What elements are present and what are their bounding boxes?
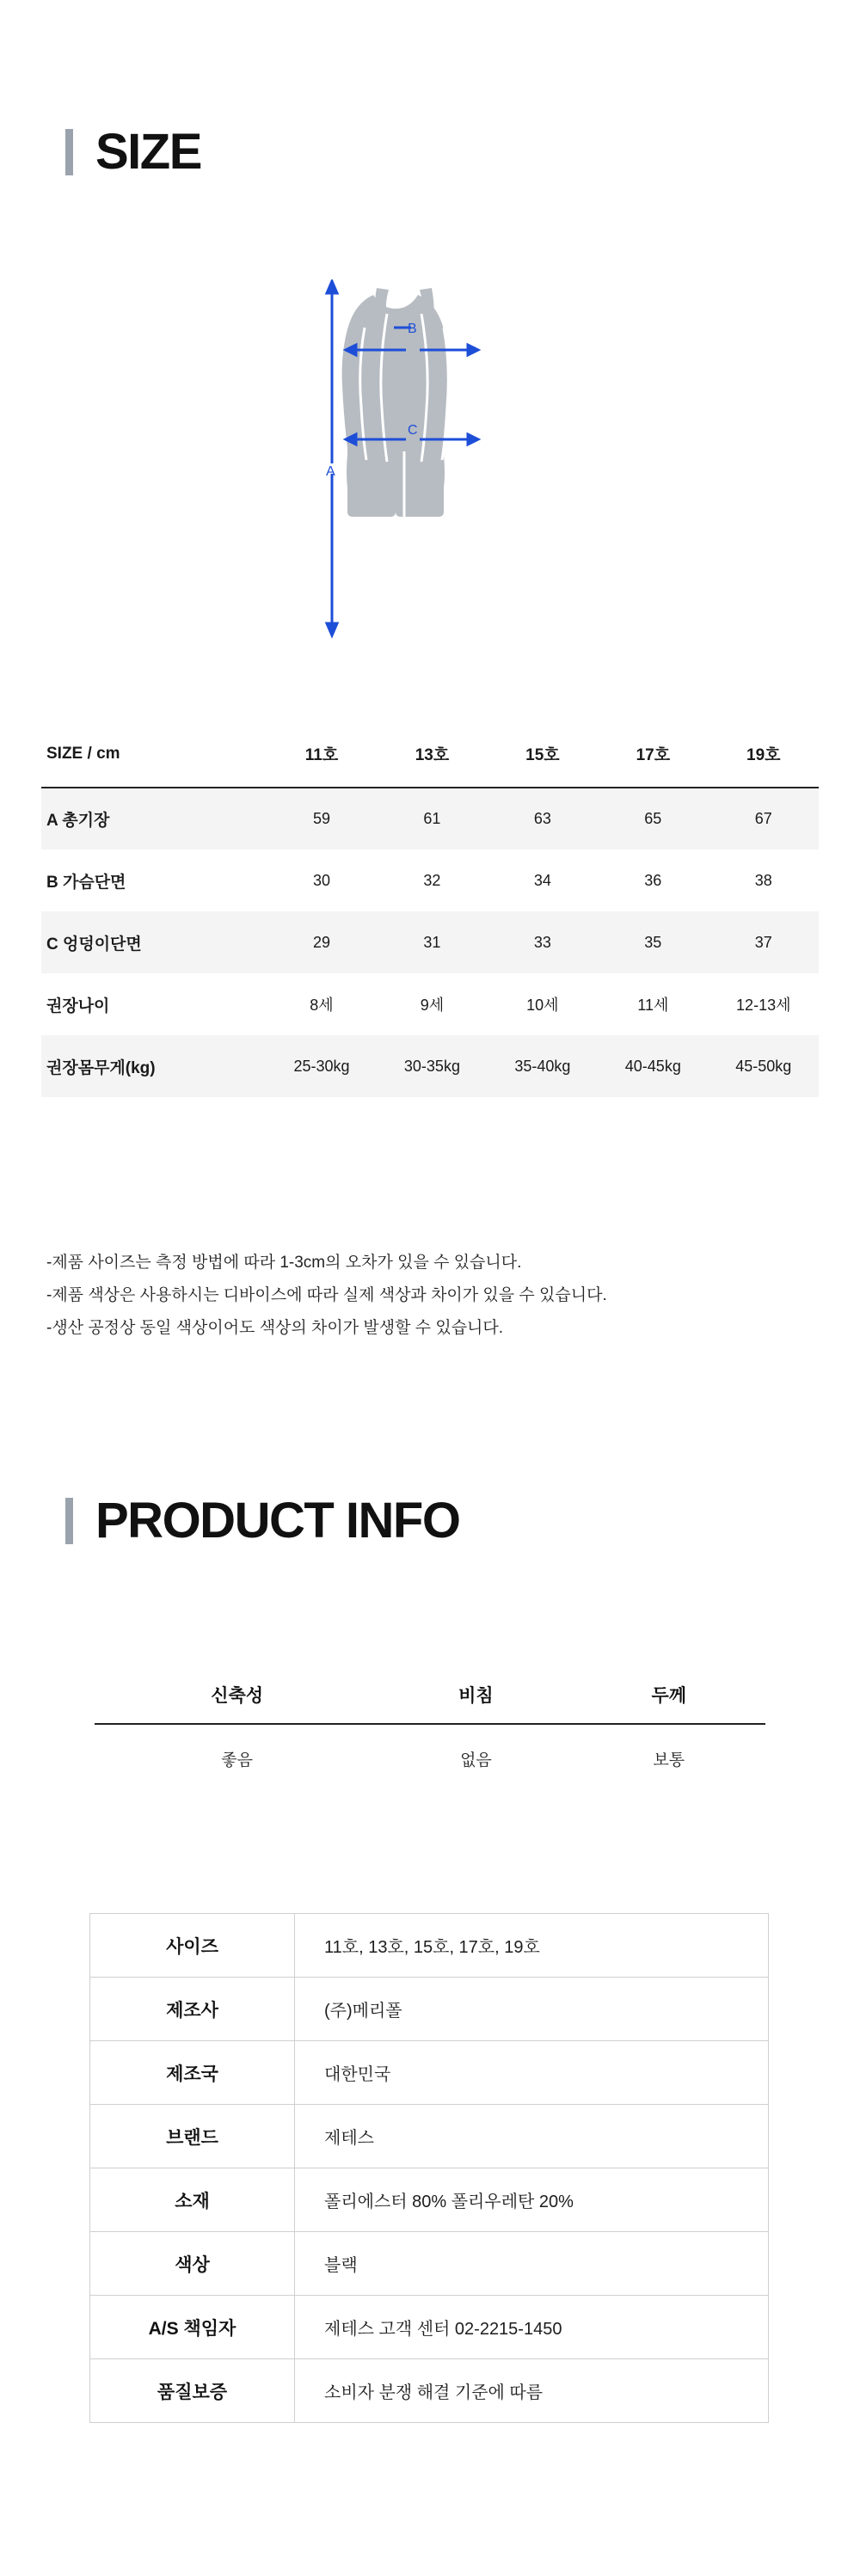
table-row — [41, 849, 819, 911]
table-row — [90, 2168, 769, 2232]
size-row-label: A 총기장 — [46, 812, 110, 830]
spec-value: 제테스 — [295, 2105, 769, 2168]
size-cell: 34 — [533, 871, 551, 889]
spec-key: 브랜드 — [90, 2105, 295, 2168]
note-line: -생산 공정상 동일 색상이어도 색상의 차이가 발생할 수 있습니다. — [46, 1319, 504, 1337]
spec-key: 색상 — [90, 2232, 295, 2296]
heading-accent-bar — [65, 129, 73, 175]
spec-value: 소비자 분쟁 해결 기준에 따름 — [295, 2359, 769, 2423]
product-spec-chart — [89, 1913, 769, 2423]
size-cell: 37 — [754, 933, 772, 951]
table-row — [41, 911, 819, 973]
disclaimer-notes — [46, 1247, 820, 1345]
spec-table — [89, 1913, 769, 2423]
spec-key: 제조국 — [90, 2041, 295, 2105]
garment-measurement-figure — [0, 279, 860, 658]
table-row — [41, 1035, 819, 1097]
size-col-header-5: 19호 — [746, 746, 781, 764]
size-cell: 67 — [754, 810, 772, 827]
table-row — [90, 2105, 769, 2168]
table-row — [90, 2041, 769, 2105]
size-section-heading — [65, 124, 201, 180]
property-value-sheerness: 없음 — [460, 1751, 492, 1769]
table-row — [41, 973, 819, 1035]
note-line: -제품 사이즈는 측정 방법에 따라 1-3cm의 오차가 있을 수 있습니다. — [46, 1254, 522, 1272]
measure-label-c: C — [408, 423, 418, 438]
spec-value: 블랙 — [295, 2232, 769, 2296]
size-cell: 65 — [644, 810, 662, 827]
size-cell: 30 — [312, 871, 331, 889]
property-header-sheerness: 비침 — [458, 1686, 494, 1706]
spec-value: 제테스 고객 센터 02-2215-1450 — [295, 2296, 769, 2359]
note-line: -제품 색상은 사용하시는 디바이스에 따라 실제 색상과 차이가 있을 수 있습니다. — [46, 1286, 607, 1304]
table-row — [90, 1914, 769, 1978]
size-cell: 11세 — [637, 997, 669, 1014]
size-cell: 32 — [423, 871, 441, 889]
size-row-label: 권장나이 — [46, 997, 110, 1015]
size-cell: 35 — [644, 933, 662, 951]
product-info-title: PRODUCT INFO — [95, 1493, 460, 1549]
size-col-header-4: 17호 — [636, 746, 671, 764]
size-cell: 12-13세 — [736, 997, 791, 1014]
measure-label-b: B — [408, 322, 417, 336]
property-value-stretch: 좋음 — [221, 1751, 253, 1769]
size-cell: 31 — [423, 933, 441, 951]
size-cell: 29 — [312, 933, 331, 951]
size-col-header-3: 15호 — [525, 746, 560, 764]
size-cell: 38 — [754, 871, 772, 889]
table-row — [90, 2232, 769, 2296]
size-col-header-2: 13호 — [415, 746, 450, 764]
size-cell: 9세 — [420, 997, 445, 1014]
size-row-label: 권장몸무게(kg) — [46, 1058, 156, 1077]
size-cell: 45-50kg — [735, 1057, 792, 1075]
size-row-label: C 엉덩이단면 — [46, 935, 142, 954]
size-table — [41, 721, 819, 1097]
size-cell: 36 — [644, 871, 662, 889]
product-info-section-heading — [65, 1493, 460, 1549]
table-header-row — [95, 1681, 765, 1724]
size-col-header-1: 11호 — [304, 746, 339, 764]
spec-value: 11호, 13호, 15호, 17호, 19호 — [295, 1914, 769, 1978]
heading-accent-bar — [65, 1498, 73, 1544]
size-row-label: B 가슴단면 — [46, 873, 126, 892]
size-cell: 30-35kg — [403, 1057, 460, 1075]
property-value-thickness: 보통 — [653, 1751, 685, 1769]
spec-key: 품질보증 — [90, 2359, 295, 2423]
spec-value: (주)메리폴 — [295, 1978, 769, 2041]
size-cell: 40-45kg — [624, 1057, 681, 1075]
spec-key: A/S 책임자 — [90, 2296, 295, 2359]
spec-key: 소재 — [90, 2168, 295, 2232]
table-row — [95, 1724, 765, 1771]
spec-key: 사이즈 — [90, 1914, 295, 1978]
size-cell: 8세 — [310, 997, 334, 1014]
fabric-property-chart — [95, 1681, 765, 1771]
table-row — [41, 788, 819, 849]
size-cell: 35-40kg — [514, 1057, 571, 1075]
property-header-stretch: 신축성 — [211, 1686, 264, 1706]
size-cell: 59 — [312, 810, 331, 827]
measure-label-a: A — [326, 464, 335, 479]
property-header-thickness: 두께 — [651, 1686, 687, 1706]
size-chart — [41, 721, 819, 1097]
table-row — [90, 1978, 769, 2041]
size-cell: 25-30kg — [293, 1057, 350, 1075]
spec-key: 제조사 — [90, 1978, 295, 2041]
size-col-header-0: SIZE / cm — [46, 744, 120, 763]
table-row — [90, 2296, 769, 2359]
page-title: SIZE — [95, 124, 201, 180]
table-header-row — [41, 721, 819, 788]
spec-value: 폴리에스터 80% 폴리우레탄 20% — [295, 2168, 769, 2232]
size-cell: 33 — [533, 933, 551, 951]
size-cell: 10세 — [526, 997, 559, 1014]
property-table — [95, 1681, 765, 1771]
size-cell: 61 — [423, 810, 441, 827]
table-row — [90, 2359, 769, 2423]
spec-value: 대한민국 — [295, 2041, 769, 2105]
size-cell: 63 — [533, 810, 551, 827]
swimsuit-illustration — [301, 279, 559, 641]
